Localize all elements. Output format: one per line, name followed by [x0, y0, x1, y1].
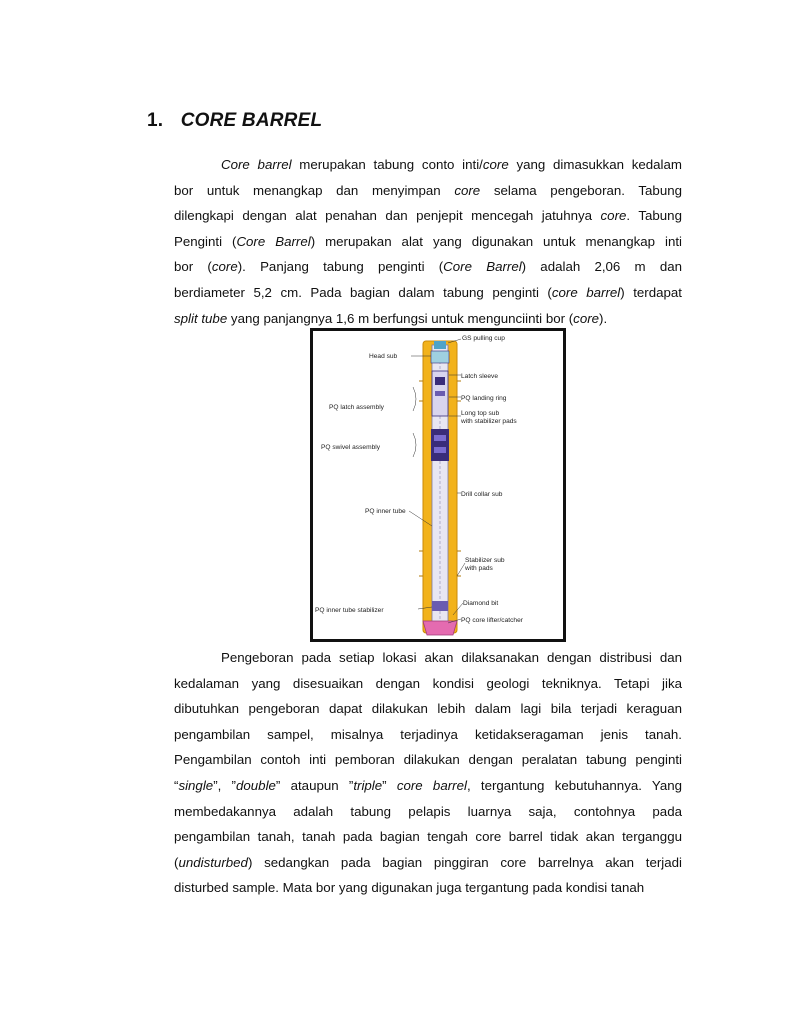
- paragraph2-line: [174, 645, 682, 671]
- head-sub-part: [431, 351, 449, 363]
- text-run: merupakan tabung conto inti/: [291, 157, 483, 172]
- label-pq-core-lifter: PQ core lifter/catcher: [461, 617, 523, 624]
- text-run: , tergantung kebutuhannya. Yang: [466, 777, 682, 793]
- label-pq-inner-tube: PQ inner tube: [365, 508, 406, 515]
- diamond-bit-part: [423, 621, 457, 635]
- paragraph1-line: [174, 152, 682, 178]
- text-run: bor untuk menangkap dan menyimpan: [174, 182, 455, 198]
- core-barrel-diagram-svg: [313, 331, 563, 639]
- section-number: 1.: [147, 110, 164, 131]
- label-drill-collar-sub: Drill collar sub: [461, 491, 503, 498]
- paragraph2-line: [174, 850, 682, 876]
- text-run: ) terdapat: [620, 284, 683, 300]
- paragraph1-line: [174, 178, 682, 204]
- paragraph-core-barrel-description: [174, 152, 682, 331]
- text-run: ) sedangkan pada bagian pinggiran core barrelnya akan terjadi: [247, 854, 682, 870]
- text-run: bor (: [174, 259, 212, 275]
- label-gs-pulling-cup: GS pulling cup: [462, 335, 505, 342]
- text-run: Pengambilan contoh inti pemboran dilakukan dengan peralatan tabung penginti: [174, 752, 682, 768]
- text-run: membedakannya adalah tabung pelapis luarnya saja, contohnya pada: [174, 803, 682, 819]
- italic-term: triple: [353, 777, 383, 793]
- text-run: selama pengeboran. Tabung: [480, 182, 683, 198]
- text-run: ”: [382, 777, 397, 793]
- core-barrel-diagram: [310, 328, 566, 642]
- paragraph1-line: [174, 229, 682, 255]
- text-run: ) adalah 2,06 m dan: [521, 259, 683, 275]
- label-pq-landing-ring: PQ landing ring: [461, 395, 507, 402]
- italic-term: Core Barrel: [443, 259, 522, 275]
- label-pq-latch-assembly: PQ latch assembly: [329, 404, 384, 411]
- paragraph2-line: [174, 875, 682, 901]
- swivel-assembly-part: [431, 429, 449, 461]
- italic-term: Core Barrel: [236, 233, 311, 249]
- label-long-top-sub-1: Long top sub: [461, 410, 500, 417]
- label-stabilizer-sub-2: with pads: [465, 565, 493, 572]
- text-run: berdiameter 5,2 cm. Pada bagian dalam tabung penginti (: [174, 284, 552, 300]
- paragraph2-line: [174, 799, 682, 825]
- italic-term: core: [573, 310, 600, 326]
- text-run: kedalaman yang disesuaikan dengan kondisi geologi tekniknya. Tetapi jika: [174, 675, 682, 691]
- italic-term: core: [482, 157, 509, 172]
- text-run: pengambilan sampel, misalnya terjadinya ketidakseragaman jenis tanah.: [174, 726, 682, 742]
- label-pq-inner-tube-stabilizer: PQ inner tube stabilizer: [315, 607, 384, 614]
- label-latch-sleeve: Latch sleeve: [461, 373, 499, 380]
- paragraph2-line: [174, 696, 682, 722]
- italic-term: single: [178, 777, 214, 793]
- paragraph2-line: [174, 722, 682, 748]
- gs-pulling-cup-part: [434, 341, 446, 349]
- italic-term: core: [454, 182, 481, 198]
- text-run: (: [174, 854, 179, 870]
- text-run: Penginti (: [174, 233, 237, 249]
- paragraph2-line: [174, 773, 682, 799]
- italic-term: split tube: [174, 310, 228, 326]
- paragraph2-line: [174, 824, 682, 850]
- text-run: dilengkapi dengan alat penahan dan penjepit mencegah jatuhnya: [174, 208, 601, 224]
- text-run: ”, ”: [213, 777, 236, 793]
- text-run: ).: [599, 310, 608, 326]
- paragraph1-line: [174, 254, 682, 280]
- italic-term: core: [600, 208, 627, 224]
- section-heading: [147, 110, 322, 132]
- text-run: Pengeboran pada setiap lokasi akan dilaksanakan dengan distribusi dan: [221, 650, 682, 665]
- text-run: ). Panjang tabung penginti (: [237, 259, 444, 275]
- section-title: CORE BARREL: [180, 110, 323, 131]
- label-head-sub: Head sub: [369, 353, 398, 360]
- italic-term: Core barrel: [221, 157, 292, 172]
- italic-term: core barrel: [396, 777, 467, 793]
- text-run: yang dimasukkan kedalam: [508, 157, 682, 172]
- label-stabilizer-sub-1: Stabilizer sub: [465, 557, 505, 564]
- italic-term: undisturbed: [178, 854, 248, 870]
- text-run: . Tabung: [626, 208, 682, 224]
- paragraph2-line: [174, 747, 682, 773]
- label-long-top-sub-2: with stabilizer pads: [461, 418, 517, 425]
- text-run: dibutuhkan pengeboran dapat dilakukan lebih dalam lagi bila terjadi keraguan: [174, 701, 682, 717]
- paragraph1-line: [174, 280, 682, 306]
- text-run: “: [174, 777, 179, 793]
- label-pq-swivel-assembly: PQ swivel assembly: [321, 444, 380, 451]
- text-run: ” ataupun ”: [275, 777, 354, 793]
- italic-term: double: [235, 777, 276, 793]
- text-run: pengambilan tanah, tanah pada bagian tengah core barrel tidak akan terganggu: [174, 829, 682, 845]
- inner-tube-stabilizer-part: [432, 601, 448, 611]
- paragraph2-line: [174, 671, 682, 697]
- text-run: disturbed sample. Mata bor yang digunakan juga tergantung pada kondisi tanah: [174, 880, 645, 896]
- label-diamond-bit: Diamond bit: [463, 600, 499, 607]
- paragraph1-line: [174, 203, 682, 229]
- text-run: ) merupakan alat yang digunakan untuk menangkap inti: [310, 233, 682, 249]
- text-run: yang panjangnya 1,6 m berfungsi untuk mengunciinti bor (: [227, 310, 574, 326]
- paragraph-drilling-method: [174, 645, 682, 901]
- italic-term: core: [211, 259, 238, 275]
- italic-term: core barrel: [551, 284, 621, 300]
